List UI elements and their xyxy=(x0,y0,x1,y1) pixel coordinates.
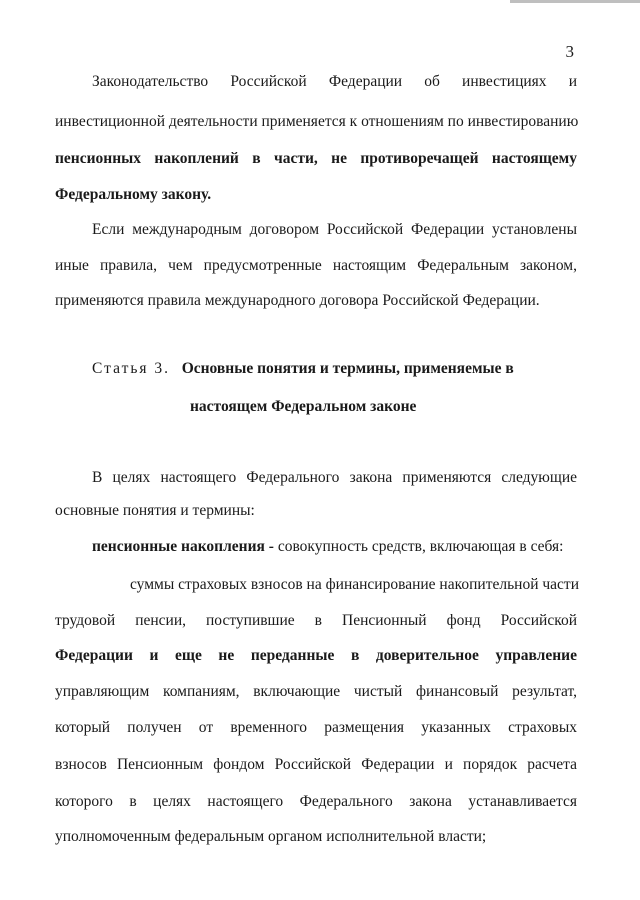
paragraph-2-line-2: иные правила, чем предусмотренные настоящим Федеральным законом, xyxy=(55,257,577,274)
paragraph-4-line-7: которого в целях настоящего Федерального закона устанавливается xyxy=(55,793,577,810)
paragraph-3-line-2: основные понятия и термины: xyxy=(55,502,255,519)
article-heading-line-1 xyxy=(92,360,514,378)
paragraph-4-line-4: управляющим компаниям, включающие чистый финансовый результат, xyxy=(55,683,577,700)
paragraph-4-line-1: суммы страховых взносов на финансирование накопительной части xyxy=(130,576,579,593)
paragraph-2-line-3: применяются правила международного договора Российской Федерации. xyxy=(55,292,540,309)
article-title-part-1: Основные понятия и термины, применяемые в xyxy=(181,360,514,377)
paragraph-1-line-2: инвестиционной деятельности применяется к отношениям по инвестированию xyxy=(55,113,579,130)
page-number: 3 xyxy=(565,42,574,61)
paragraph-1-line-1: Законодательство Российской Федерации об инвестициях и xyxy=(92,73,577,90)
article-title-part-2: настоящем Федеральном законе xyxy=(190,398,417,415)
article-label: Статья 3. xyxy=(92,360,171,377)
definition-text: совокупность средств, включающая в себя: xyxy=(273,538,564,555)
definition-term: пенсионные накопления - xyxy=(92,538,274,555)
paragraph-3-line-1: В целях настоящего Федерального закона применяются следующие xyxy=(92,469,577,486)
paragraph-4-line-2: трудовой пенсии, поступившие в Пенсионный фонд Российской xyxy=(55,612,577,629)
paragraph-4-line-5: который получен от временного размещения указанных страховых xyxy=(55,719,577,736)
definition-line xyxy=(92,537,577,557)
scan-edge-mark xyxy=(510,0,640,3)
paragraph-4-line-6: взносов Пенсионным фондом Российской Федерации и порядок расчета xyxy=(55,756,577,773)
paragraph-2-line-1: Если международным договором Российской Федерации установлены xyxy=(92,221,577,238)
paragraph-1-line-3: пенсионных накоплений в части, не противоречащей настоящему xyxy=(55,150,577,167)
paragraph-1-line-4: Федеральному закону. xyxy=(55,186,212,203)
paragraph-4-line-8: уполномоченным федеральным органом исполнительной власти; xyxy=(55,828,487,845)
paragraph-4-line-3: Федерации и еще не переданные в доверительное управление xyxy=(55,647,577,664)
